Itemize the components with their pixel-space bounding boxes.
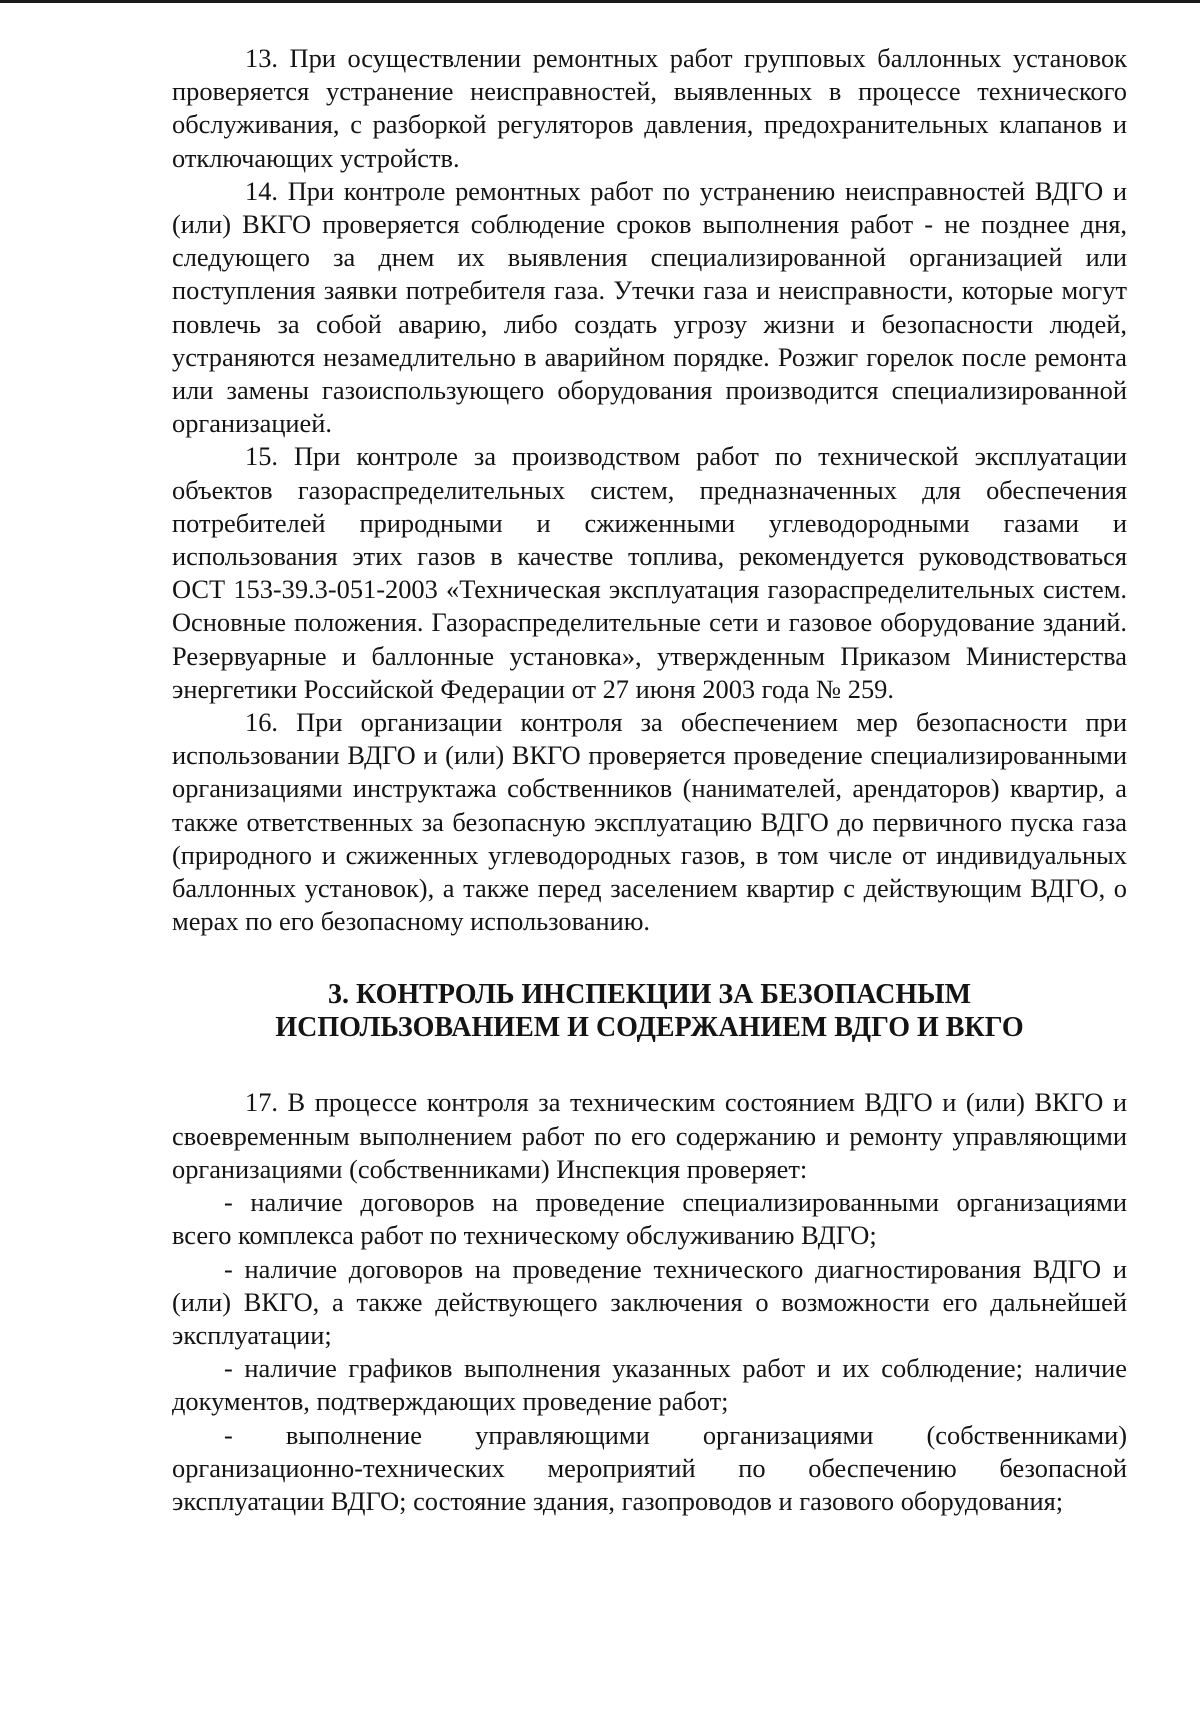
section-heading-line-1: 3. КОНТРОЛЬ ИНСПЕКЦИИ ЗА БЕЗОПАСНЫМ (327, 979, 972, 1011)
paragraph-17: 17. В процессе контроля за техническим состоянием ВДГО и (или) ВКГО и своевременным выполнением работ по его содержанию и ремонту управляющими организациями (собственниками) Инспекция проверяет: (172, 1087, 1127, 1184)
section-heading-line-2: ИСПОЛЬЗОВАНИЕМ И СОДЕРЖАНИЕМ ВДГО И ВКГО (275, 1012, 1024, 1044)
list-item-schedules: - наличие графиков выполнения указанных работ и их соблюдение; наличие документов, подтверждающих проведение работ; (172, 1353, 1127, 1417)
list-item-contracts-diagnostics: - наличие договоров на проведение технического диагностирования ВДГО и (или) ВКГО, а также действующего заключения о возможности его дальнейшей эксплуатации; (172, 1253, 1127, 1350)
paragraph-14: 14. При контроле ремонтных работ по устранению неисправностей ВДГО и (или) ВКГО проверяется соблюдение сроков выполнения работ - не позднее дня, следующего за днем их выявления специализированной организацией или поступления заявки потребителя газа. Утечки газа и неисправности, которые могут повлечь за собой аварию, либо создать угрозу жизни и безопасности людей, устраняются незамедлительно в аварийном порядке. Розжиг горелок после ремонта или замены газоиспользующего оборудования производится специализированной организацией. (172, 175, 1127, 439)
scan-top-edge-line (0, 0, 1200, 3)
list-item-safety-measures: - выполнение управляющими организациями (собственниками) организационно-технических мероприятий по обеспечению безопасной эксплуатации ВДГО; состояние здания, газопроводов и газового оборудования; (172, 1419, 1127, 1516)
paragraph-13: 13. При осуществлении ремонтных работ групповых баллонных установок проверяется устранение неисправностей, выявленных в процессе технического обслуживания, с разборкой регуляторов давления, предохранительных клапанов и отключающих устройств. (172, 43, 1127, 173)
list-item-contracts-maintenance: - наличие договоров на проведение специализированными организациями всего комплекса работ по техническому обслуживанию ВДГО; (172, 1187, 1127, 1251)
paragraph-16: 16. При организации контроля за обеспечением мер безопасности при использовании ВДГО и (или) ВКГО проверяется проведение специализированными организациями инструктажа собственников (нанимателей, арендаторов) квартир, а также ответственных за безопасную эксплуатацию ВДГО до первичного пуска газа (природного и сжиженных углеводородных газов, в том числе от индивидуальных баллонных установок), а также перед заселением квартир с действующим ВДГО, о мерах по его безопасному использованию. (172, 707, 1127, 937)
paragraph-15: 15. При контроле за производством работ по технической эксплуатации объектов газораспределительных систем, предназначенных для обеспечения потребителей природными и сжиженными углеводородными газами и использования этих газов в качестве топлива, рекомендуется руководствоваться ОСТ 153-39.3-051-2003 «Техническая эксплуатация газораспределительных систем. Основные положения. Газораспределительные сети и газовое оборудование зданий. Резервуарные и баллонные установка», утвержденным Приказом Министерства энергетики Российской Федерации от 27 июня 2003 года № 259. (172, 441, 1127, 704)
document-page (172, 42, 1127, 1518)
section-heading (172, 978, 1127, 1044)
